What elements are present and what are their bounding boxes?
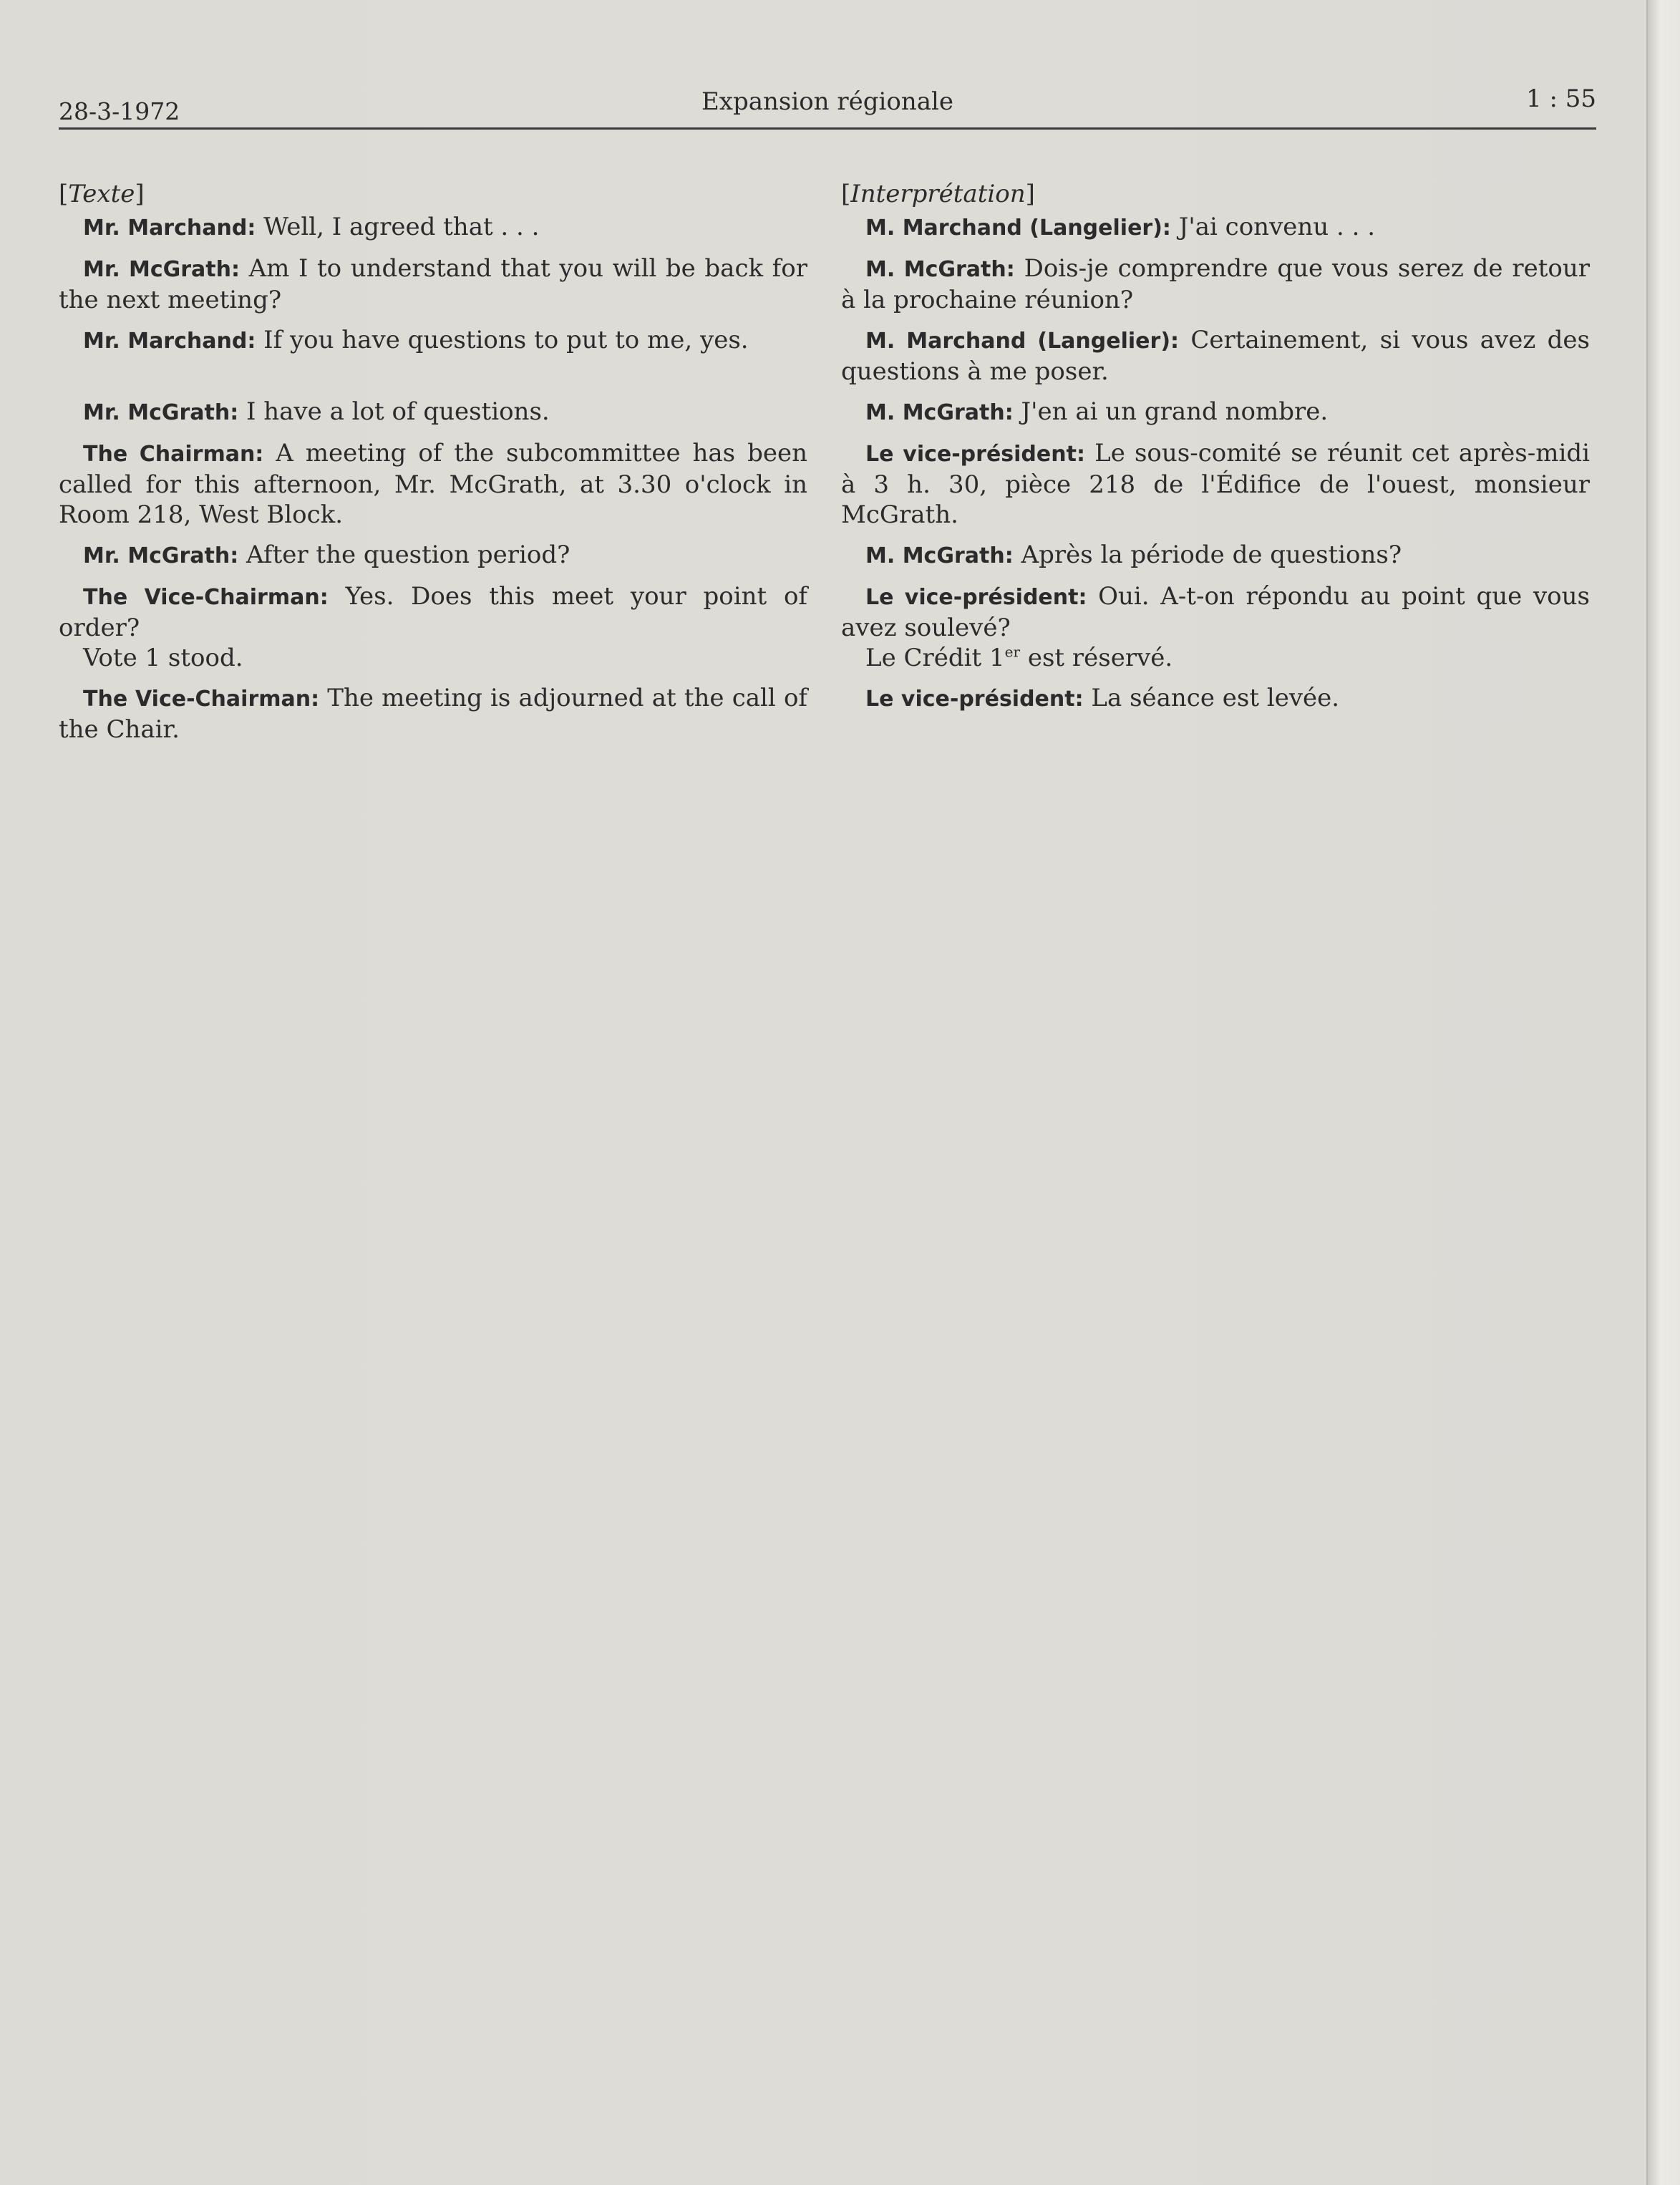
speech-text: La séance est levée.: [1083, 684, 1340, 712]
speech-text: Well, I agreed that . . .: [256, 213, 540, 241]
speaker-name: Mr. McGrath:: [83, 257, 240, 282]
section-tag-texte: [Texte]: [59, 180, 145, 208]
speaker-name: Mr. Marchand:: [83, 215, 256, 241]
header-page-number: 1 : 55: [1526, 84, 1596, 113]
speaker-name: Le vice-président:: [865, 687, 1084, 712]
speaker-name: M. McGrath:: [865, 400, 1014, 425]
paragraph: [59, 683, 807, 745]
paragraph: [59, 212, 807, 243]
paragraph: [59, 540, 807, 571]
speech-text: Après la période de questions?: [1013, 541, 1402, 569]
paragraph: [841, 438, 1590, 530]
paragraph: [841, 212, 1590, 243]
speech-text: The meeting is adjourned at the call of the Chair.: [59, 684, 807, 744]
speaker-name: M. McGrath:: [865, 257, 1015, 282]
right-column-french: [841, 179, 1590, 725]
header-title: Expansion régionale: [701, 87, 954, 116]
paragraph: [841, 540, 1590, 571]
section-tag-interpretation: [Interprétation]: [841, 180, 1035, 208]
speaker-name: Le vice-président:: [865, 442, 1085, 467]
speech-text: If you have questions to put to me, yes.: [256, 326, 749, 354]
speech-text: A meeting of the subcommittee has been called for this afternoon, Mr. McGrath, at 3.30 o'clock in Room 218, West Block.: [59, 439, 807, 529]
page-edge: [1646, 0, 1680, 2185]
speaker-name: M. Marchand (Langelier):: [865, 215, 1171, 241]
left-column-english: [59, 179, 807, 755]
speech-text: Le sous-comité se réunit cet après-midi à 3 h. 30, pièce 218 de l'Édifice de l'ouest, monsieur McGrath.: [841, 439, 1590, 529]
vote-status-line: Le Crédit 1er est réservé.: [865, 643, 1173, 672]
speaker-name: The Vice-Chairman:: [83, 687, 320, 712]
paragraph: [841, 325, 1590, 387]
speech-text: Dois-je comprendre que vous serez de retour à la prochaine réunion?: [841, 254, 1590, 314]
speech-text: I have a lot of questions.: [238, 397, 550, 426]
speech-text: Am I to understand that you will be back for the next meeting?: [59, 254, 807, 314]
paragraph: [841, 253, 1590, 315]
paragraph: [59, 253, 807, 315]
speaker-name: Mr. Marchand:: [83, 329, 256, 354]
speaker-name: The Chairman:: [83, 442, 264, 467]
speaker-name: Le vice-président:: [865, 585, 1087, 610]
speaker-name: M. McGrath:: [865, 543, 1014, 568]
speech-text: Certainement, si vous avez des questions à me poser.: [841, 326, 1590, 386]
vote-status-line: Vote 1 stood.: [83, 644, 243, 672]
paragraph: [841, 581, 1590, 643]
speech-text: After the question period?: [238, 541, 570, 569]
paragraph: [59, 325, 807, 357]
paragraph: [841, 683, 1590, 714]
header-date: 28-3-1972: [59, 97, 180, 125]
speaker-name: Mr. McGrath:: [83, 543, 239, 568]
paragraph: [59, 438, 807, 530]
speech-text: J'en ai un grand nombre.: [1013, 397, 1329, 426]
paragraph: [841, 397, 1590, 428]
speaker-name: The Vice-Chairman:: [83, 585, 329, 610]
speaker-name: M. Marchand (Langelier):: [865, 329, 1180, 354]
paragraph: [59, 581, 807, 643]
paragraph: [59, 397, 807, 428]
speech-text: Yes. Does this meet your point of order?: [59, 582, 807, 642]
page-header: [59, 84, 1596, 130]
speech-text: Oui. A-t-on répondu au point que vous avez soulevé?: [841, 582, 1590, 642]
speaker-name: Mr. McGrath:: [83, 400, 239, 425]
speech-text: J'ai convenu . . .: [1170, 213, 1376, 241]
